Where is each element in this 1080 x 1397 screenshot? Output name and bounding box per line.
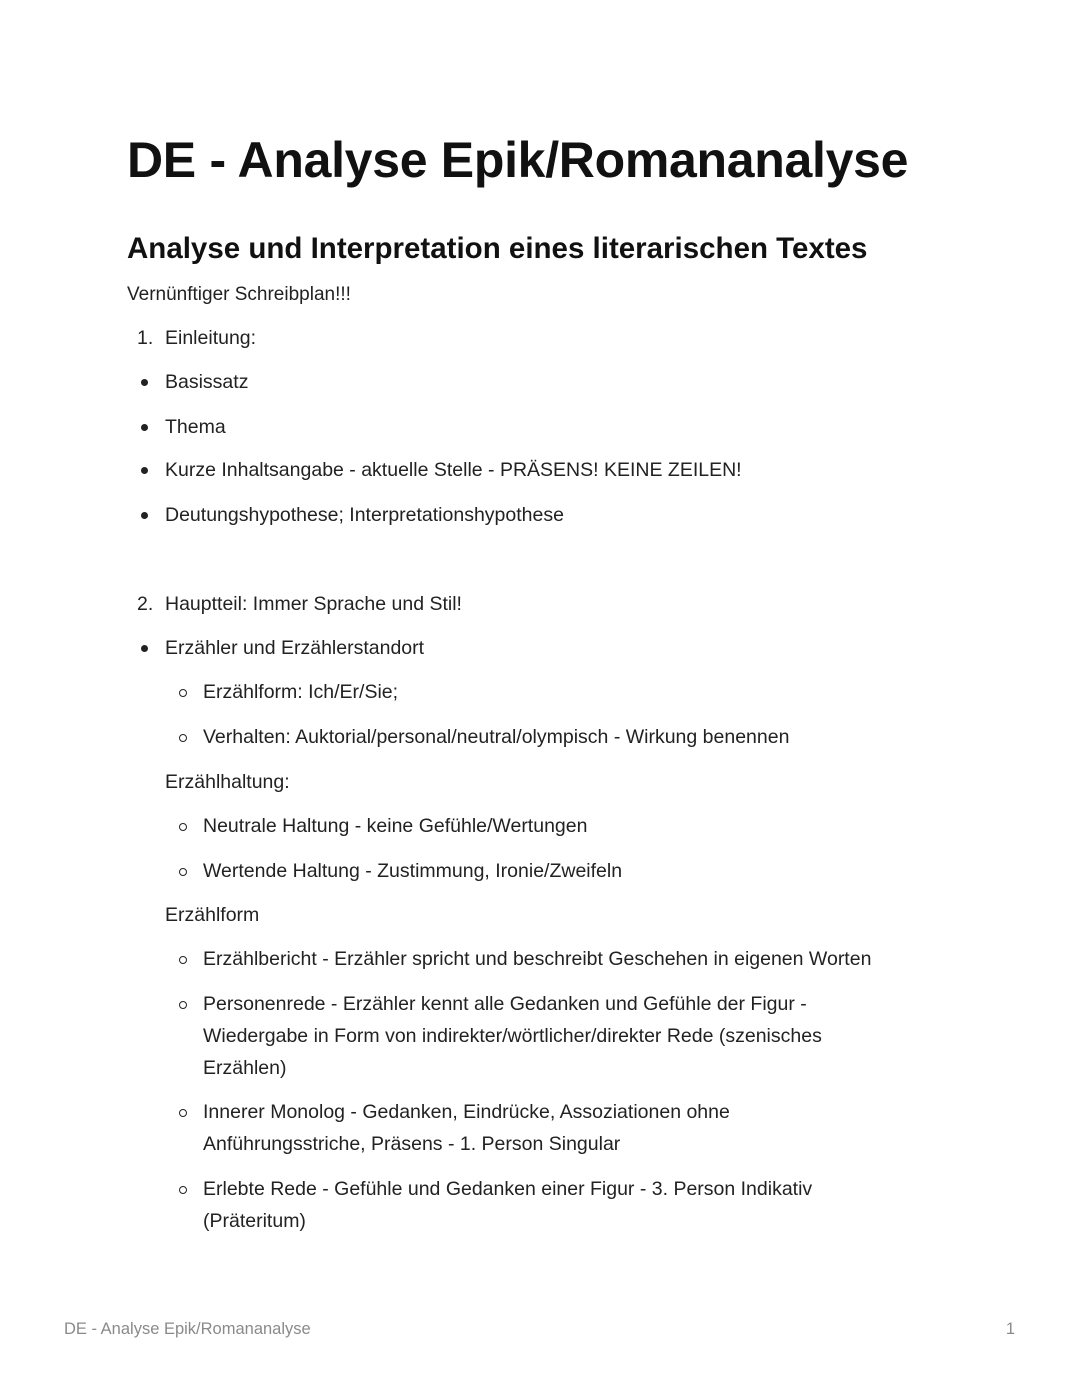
bullet-icon <box>141 467 148 474</box>
sub-bullet-icon <box>179 1001 187 1009</box>
list-item: Deutungshypothese; Interpretationshypothese <box>165 504 564 526</box>
list-item: Erzähler und Erzählerstandort <box>165 637 425 659</box>
bullet-icon <box>141 379 148 386</box>
sub-bullet-icon <box>179 1186 187 1194</box>
sub-bullet-icon <box>179 1109 187 1117</box>
list-item-label: Hauptteil: Immer Sprache und Stil! <box>165 593 462 615</box>
sub-list-item: Erlebte Rede - Gefühle und Gedanken einer Figur - 3. Person Indikativ (Präteritum) <box>203 1178 813 1232</box>
list-item: Thema <box>165 416 226 438</box>
sub-list-item: Wertende Haltung - Zustimmung, Ironie/Zweifeln <box>203 860 623 882</box>
list-item: Basissatz <box>165 371 249 393</box>
sub-list-item: Erzählform: Ich/Er/Sie; <box>203 681 399 703</box>
sub-bullet-icon <box>179 868 187 876</box>
sub-list-item: Personenrede - Erzähler kennt alle Gedanken und Gefühle der Figur - Wiedergabe in Form von indirekter/wörtlicher/direkter Rede (szenisches Erzählen) <box>203 993 822 1079</box>
bullet-icon <box>141 512 148 519</box>
sub-bullet-icon <box>179 956 187 964</box>
sub-bullet-icon <box>179 823 187 831</box>
list-number: 1. <box>137 327 154 349</box>
group-label: Erzählform <box>165 904 260 926</box>
document-title: DE - Analyse Epik/Romananalyse <box>127 132 909 188</box>
bullet-icon <box>141 645 148 652</box>
page-number: 1 <box>1005 1320 1015 1338</box>
group-label: Erzählhaltung: <box>165 771 290 793</box>
list-item-label: Einleitung: <box>165 327 257 349</box>
sub-list-item: Innerer Monolog - Gedanken, Eindrücke, Assoziationen ohne Anführungsstriche, Präsens - 1. Person Singular <box>203 1101 730 1155</box>
list-item: Kurze Inhaltsangabe - aktuelle Stelle - PRÄSENS! KEINE ZEILEN! <box>165 459 742 481</box>
sub-list-item: Erzählbericht - Erzähler spricht und beschreibt Geschehen in eigenen Worten <box>203 948 872 970</box>
sub-bullet-icon <box>179 734 187 742</box>
sub-list-item: Neutrale Haltung - keine Gefühle/Wertungen <box>203 815 588 837</box>
sub-list-item: Verhalten: Auktorial/personal/neutral/olympisch - Wirkung benennen <box>203 726 790 748</box>
section-heading: Analyse und Interpretation eines literarischen Textes <box>127 232 868 265</box>
sub-bullet-icon <box>179 689 187 697</box>
footer-title: DE - Analyse Epik/Romananalyse <box>64 1320 311 1338</box>
bullet-icon <box>141 424 148 431</box>
list-number: 2. <box>137 593 154 615</box>
intro-text: Vernünftiger Schreibplan!!! <box>127 284 351 305</box>
